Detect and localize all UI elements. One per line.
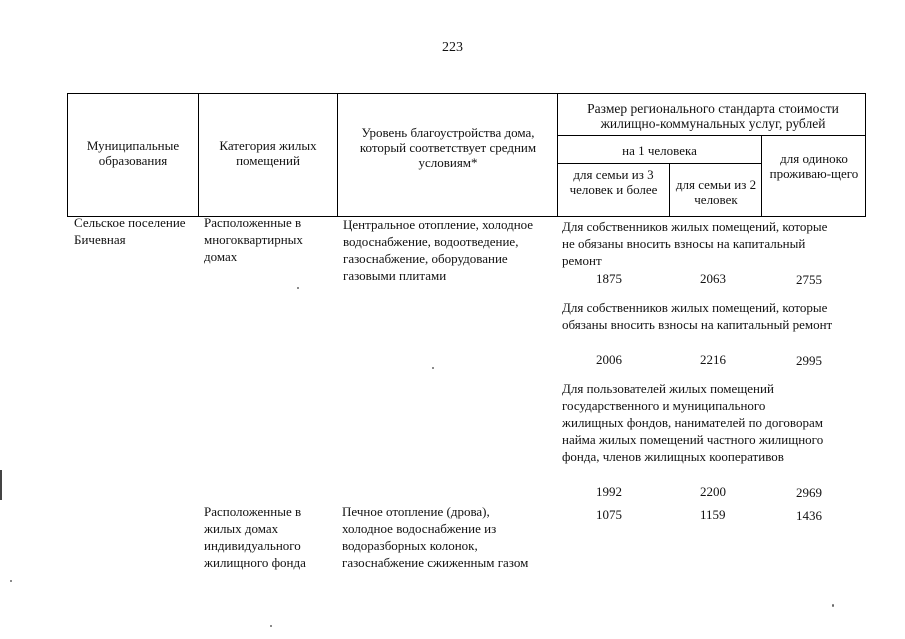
header-per-person: на 1 человека xyxy=(622,143,697,158)
table-header xyxy=(67,93,866,217)
scan-speck xyxy=(10,580,12,582)
scan-speck xyxy=(432,367,434,369)
header-municipality: Муниципальные образования xyxy=(86,138,180,168)
value-single: 1436 xyxy=(796,508,822,523)
row1-municipality: Сельское поселение Бичевная xyxy=(74,215,186,247)
value-family3: 1875 xyxy=(596,271,622,286)
table-border-left xyxy=(67,93,68,217)
value-single: 2969 xyxy=(796,485,822,500)
header-single: для одиноко проживаю-щего xyxy=(769,151,859,181)
header-level: Уровень благоустройства дома, который соответствует средним условиям* xyxy=(359,125,537,170)
row1-level: Центральное отопление, холодное водоснабжение, водоотведение, газоснабжение, оборудование газовыми плитами xyxy=(343,217,534,283)
table-border-right xyxy=(865,93,866,217)
row2-level: Печное отопление (дрова), холодное водоснабжение из водоразборных колонок, газоснабжение сжиженным газом xyxy=(342,504,529,570)
row-divider xyxy=(557,135,866,136)
header-standard: Размер регионального стандарта стоимости жилищно-коммунальных услуг, рублей xyxy=(587,101,839,131)
column-divider xyxy=(669,163,670,217)
header-category: Категория жилых помещений xyxy=(219,138,317,168)
value-single: 2995 xyxy=(796,353,822,368)
column-divider xyxy=(761,135,762,217)
header-family2: для семьи из 2 человек xyxy=(675,177,757,207)
group-label: Для собственников жилых помещений, которые не обязаны вносить взносы на капитальный ремонт xyxy=(562,219,828,268)
value-family3: 2006 xyxy=(596,352,622,367)
scan-edge-mark xyxy=(0,470,2,500)
row-divider xyxy=(557,163,761,164)
value-family2: 1159 xyxy=(700,507,726,522)
page-number: 223 xyxy=(442,40,463,55)
value-family2: 2200 xyxy=(700,484,726,499)
value-family2: 2216 xyxy=(700,352,726,367)
column-divider xyxy=(198,93,199,217)
value-family3: 1075 xyxy=(596,507,622,522)
row2-category: Расположенные в жилых домах индивидуального жилищного фонда xyxy=(204,504,306,570)
row1-category: Расположенные в многоквартирных домах xyxy=(204,215,303,264)
scan-speck xyxy=(832,604,834,607)
header-family3: для семьи из 3 человек и более xyxy=(569,167,658,197)
value-family3: 1992 xyxy=(596,484,622,499)
scan-speck xyxy=(297,287,299,289)
table-border-top xyxy=(67,93,866,94)
value-family2: 2063 xyxy=(700,271,726,286)
group-label: Для собственников жилых помещений, которые обязаны вносить взносы на капитальный ремонт xyxy=(562,300,833,332)
group-label: Для пользователей жилых помещений государственного и муниципального жилищных фондов, нанимателей по договорам найма жилых помещений частного жилищного фонда, членов жилищных кооперативов xyxy=(562,381,824,464)
column-divider xyxy=(337,93,338,217)
value-single: 2755 xyxy=(796,272,822,287)
scan-speck xyxy=(270,625,272,627)
